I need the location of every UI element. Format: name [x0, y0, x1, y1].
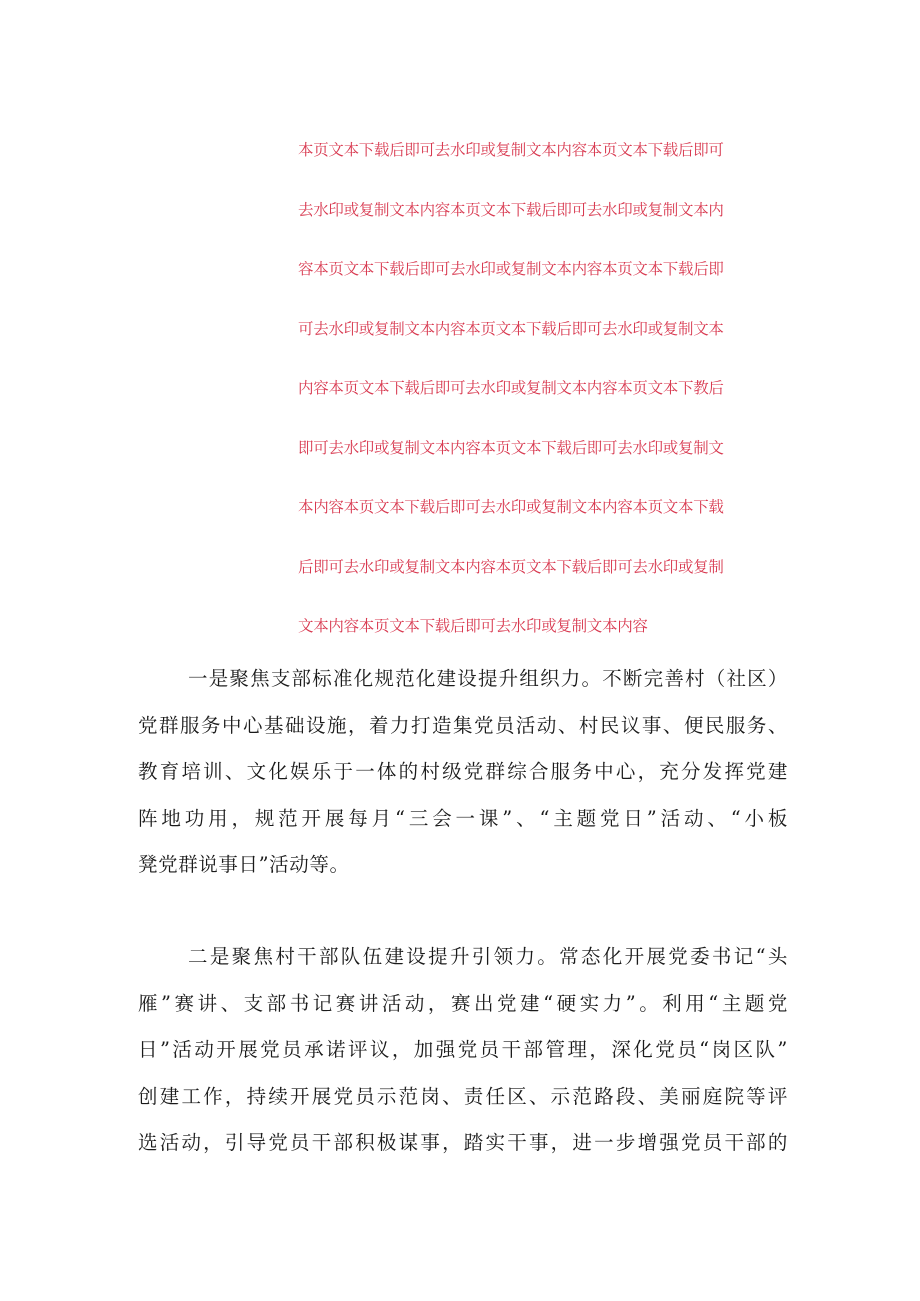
paragraph-line: 凳党群说事日”活动等。 — [138, 853, 350, 877]
paragraph-leadership — [138, 934, 788, 1167]
watermark-line: 去水印或复制文本内容本页文本下载后即可去水印或复制文本内 — [298, 200, 724, 219]
paragraph-line: 教育培训、文化娱乐于一体的村级党群综合服务中心，充分发挥党建 — [138, 760, 788, 784]
paragraph-line: 选活动，引导党员干部积极谋事，踏实干事，进一步增强党员干部的 — [138, 1131, 788, 1155]
watermark-line: 即可去水印或复制文本内容本页文本下载后即可去水印或复制文 — [298, 438, 724, 457]
watermark-line: 本页文本下载后即可去水印或复制文本内容本页文本下载后即可 — [298, 141, 724, 159]
paragraph-line: 创建工作，持续开展党员示范岗、责任区、示范路段、美丽庭院等评 — [138, 1084, 788, 1108]
watermark-line: 内容本页文本下载后即可去水印或复制文本内容本页文本下教后 — [298, 379, 724, 397]
watermark-line: 本内容本页文本下载后即可去水印或复制文本内容本页文本下载 — [298, 498, 724, 516]
paragraph-line: 雁”赛讲、支部书记赛讲活动，赛出党建“硬实力”。利用“主题党 — [138, 991, 788, 1015]
paragraph-line: 党群服务中心基础设施，着力打造集党员活动、村民议事、便民服务、 — [138, 713, 788, 737]
watermark-line: 文本内容本页文本下载后即可去水印或复制文本内容 — [298, 617, 648, 635]
paragraph-line: 一是聚焦支部标准化规范化建设提升组织力。不断完善村（社区） — [188, 667, 788, 690]
paragraph-line: 二是聚焦村干部队伍建设提升引领力。常态化开展党委书记“头 — [188, 945, 788, 968]
paragraph-line: 阵地功用，规范开展每月“三会一课”、“主题党日”活动、“小板 — [138, 806, 788, 830]
watermark-text-block — [298, 128, 788, 664]
paragraph-line: 日”活动开展党员承诺评议，加强党员干部管理，深化党员“岗区队” — [138, 1038, 788, 1062]
watermark-line: 后即可去水印或复制文本内容本页文本下载后即可去水印或复制 — [298, 557, 724, 576]
paragraph-organization — [138, 656, 788, 889]
watermark-line: 可去水印或复制文本内容本页文本下载后即可去水印或复制文本 — [298, 319, 724, 338]
watermark-line: 容本页文本下载后即可去水印或复制文本内容本页文本下载后即 — [298, 260, 724, 278]
